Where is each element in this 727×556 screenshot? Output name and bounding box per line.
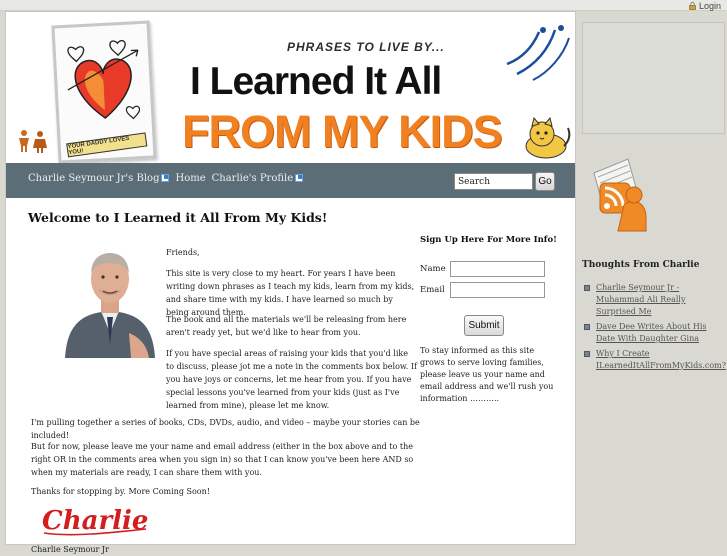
nav-links bbox=[28, 163, 303, 193]
nav-link-blog[interactable]: Charlie Seymour Jr's Blog bbox=[28, 173, 169, 184]
sidebar-blank-box bbox=[582, 22, 725, 134]
external-link-icon bbox=[161, 174, 169, 182]
sidebar bbox=[582, 22, 725, 545]
contact-paragraph: But for now, please leave me your name and email address (either in the box above and to the right OR in the comments area when you sign in) so that I can know you've been here AND so when my materials are ready, I can share them with you. bbox=[31, 442, 414, 477]
sidebar-post-link[interactable]: Why I Create ILearnedItAllFromMyKids.com? bbox=[596, 349, 727, 370]
name-field[interactable] bbox=[450, 261, 545, 277]
sidebar-post-list bbox=[582, 282, 725, 375]
nav-bar bbox=[6, 163, 575, 198]
author-photo bbox=[59, 245, 161, 358]
email-label: Email bbox=[420, 285, 445, 295]
site-title-line1: I Learned It All bbox=[190, 60, 442, 103]
rss-reader-icon bbox=[588, 155, 652, 233]
frame-caption: YOUR DADDY LOVES YOU! bbox=[66, 132, 147, 157]
main-panel bbox=[5, 11, 576, 554]
thanks-paragraph: Thanks for stopping by. More Coming Soon! bbox=[31, 487, 210, 496]
nav-link-home[interactable]: Home bbox=[175, 172, 206, 184]
sidebar-post-link[interactable]: Charlie Seymour Jr - Muhammad Ali Really Surprised Me bbox=[596, 283, 686, 316]
page-heading: Welcome to I Learned it All From My Kids! bbox=[28, 210, 328, 225]
sidebar-post-link[interactable]: Dave Dee Writes About His Date With Daughter Gina bbox=[596, 322, 707, 343]
login-link[interactable] bbox=[689, 0, 721, 11]
cat-icon bbox=[520, 116, 572, 160]
signup-title: Sign Up Here For More Info! bbox=[420, 235, 557, 245]
top-bar bbox=[0, 0, 727, 11]
bullet-icon bbox=[584, 324, 590, 330]
heart-drawing bbox=[57, 28, 150, 132]
signature-text: Charlie bbox=[42, 506, 149, 536]
list-item bbox=[582, 321, 725, 345]
book-paragraph: The book and all the materials we'll be releasing from here aren't ready yet, but we'd like to hear from you. bbox=[166, 315, 407, 337]
author-name: Charlie Seymour Jr bbox=[31, 545, 109, 554]
bullet-icon bbox=[584, 285, 590, 291]
lock-icon bbox=[689, 2, 696, 10]
intro-paragraph: This site is very close to my heart. For years I have been writing down phrases as I teach my kids, learn from my kids, and share time with my kids. I have learned so much by being around them. bbox=[166, 269, 415, 317]
main-content bbox=[6, 198, 575, 554]
greeting-text: Friends, bbox=[166, 248, 200, 257]
search-input[interactable] bbox=[454, 173, 533, 190]
signup-form bbox=[420, 235, 560, 403]
signature bbox=[40, 503, 150, 537]
list-item bbox=[582, 282, 725, 318]
site-header bbox=[6, 12, 575, 163]
login-label: Login bbox=[698, 0, 721, 11]
email-row bbox=[420, 282, 545, 298]
search-go-button[interactable]: Go bbox=[535, 172, 555, 191]
submit-button[interactable]: Submit bbox=[464, 315, 504, 336]
swirl-decoration bbox=[503, 24, 575, 84]
site-title-line2: FROM MY KIDS bbox=[182, 106, 502, 157]
special-areas-paragraph: If you have special areas of raising your kids that you'd like to discuss, please jot me a note in the comments box below. If you have joys or concerns, let me hear from you. If you have special lessons you've learned from your kids (just as I've learned from mine), please let me know. bbox=[166, 349, 417, 410]
name-label: Name bbox=[420, 264, 446, 274]
sidebar-heading: Thoughts From Charlie bbox=[582, 260, 700, 270]
heart-drawing-frame bbox=[51, 21, 156, 164]
email-field[interactable] bbox=[450, 282, 545, 298]
series-paragraph: I'm pulling together a series of books, CDs, DVDs, audio, and video – maybe your stories can be included! bbox=[31, 418, 420, 440]
bullet-icon bbox=[584, 351, 590, 357]
header-phrase: PHRASES TO LIVE BY... bbox=[287, 40, 445, 54]
signup-note: To stay informed as this site grows to serve loving families, please leave us your name and email address and we'll rush you information ……….. bbox=[420, 346, 554, 403]
name-row bbox=[420, 261, 545, 277]
external-link-icon bbox=[295, 174, 303, 182]
nav-link-profile[interactable]: Charlie's Profile bbox=[212, 173, 304, 184]
kids-icon bbox=[16, 129, 50, 153]
list-item bbox=[582, 348, 725, 372]
